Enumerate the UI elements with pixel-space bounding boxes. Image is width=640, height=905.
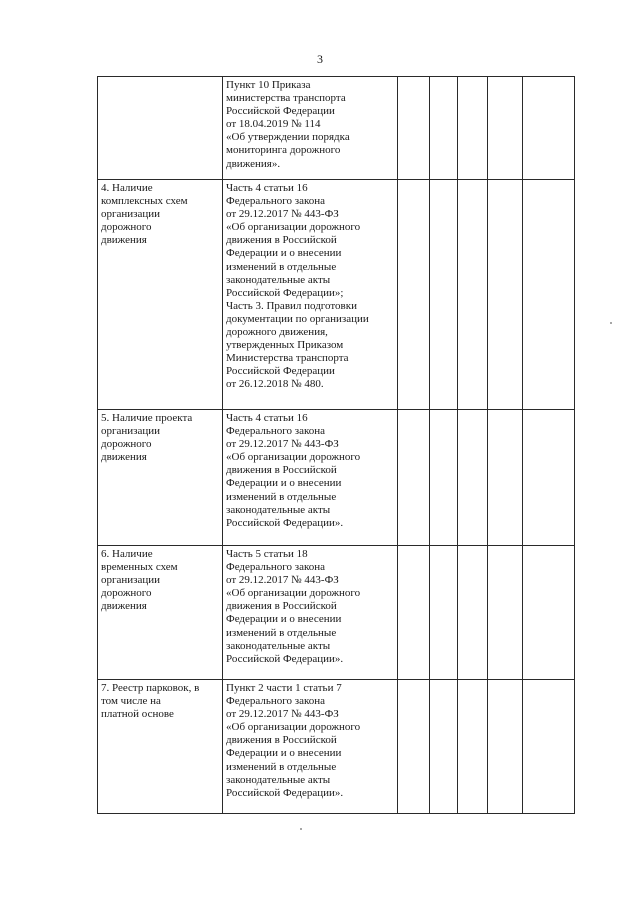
empty-cell bbox=[430, 680, 458, 814]
legal-basis-cell: Часть 5 статьи 18 Федерального закона от 29.12.2017 № 443-ФЗ «Об организации дорожного движения в Российской Федерации и о внесении изменений в отдельные законодательные акты Российской Федерации». bbox=[223, 546, 398, 680]
legal-basis-cell: Часть 4 статьи 16 Федерального закона от 29.12.2017 № 443-ФЗ «Об организации дорожного движения в Российской Федерации и о внесении изменений в отдельные законодательные акты Российской Федерации». bbox=[223, 410, 398, 546]
empty-cell bbox=[430, 77, 458, 180]
empty-cell bbox=[523, 410, 575, 546]
empty-cell bbox=[458, 410, 488, 546]
requirement-cell: 4. Наличие комплексных схем организации дорожного движения bbox=[98, 180, 223, 410]
empty-cell bbox=[488, 180, 523, 410]
empty-cell bbox=[488, 77, 523, 180]
requirement-cell: 6. Наличие временных схем организации дорожного движения bbox=[98, 546, 223, 680]
empty-cell bbox=[523, 680, 575, 814]
empty-cell bbox=[398, 546, 430, 680]
empty-cell bbox=[488, 410, 523, 546]
requirement-cell: 5. Наличие проекта организации дорожного движения bbox=[98, 410, 223, 546]
empty-cell bbox=[430, 180, 458, 410]
empty-cell bbox=[398, 77, 430, 180]
legal-basis-cell: Часть 4 статьи 16 Федерального закона от 29.12.2017 № 443-ФЗ «Об организации дорожного движения в Российской Федерации и о внесении изменений в отдельные законодательные акты Российской Федерации»; Часть 3. Правил подготовки документации по организации дорожного движения, утвержденных Приказом Министерства транспорта Российской Федерации от 26.12.2018 № 480. bbox=[223, 180, 398, 410]
empty-cell bbox=[398, 680, 430, 814]
table-row bbox=[98, 680, 575, 814]
table-row bbox=[98, 77, 575, 180]
requirements-table bbox=[97, 76, 575, 814]
empty-cell bbox=[488, 680, 523, 814]
empty-cell bbox=[430, 410, 458, 546]
table-row bbox=[98, 410, 575, 546]
empty-cell bbox=[458, 546, 488, 680]
empty-cell bbox=[458, 680, 488, 814]
empty-cell bbox=[523, 77, 575, 180]
empty-cell bbox=[488, 546, 523, 680]
requirement-cell: 7. Реестр парковок, в том числе на платной основе bbox=[98, 680, 223, 814]
page-number: 3 bbox=[317, 52, 323, 66]
empty-cell bbox=[398, 410, 430, 546]
empty-cell bbox=[430, 546, 458, 680]
scan-speck bbox=[300, 828, 302, 830]
legal-basis-cell: Пункт 2 части 1 статьи 7 Федерального закона от 29.12.2017 № 443-ФЗ «Об организации дорожного движения в Российской Федерации и о внесении изменений в отдельные законодательные акты Российской Федерации». bbox=[223, 680, 398, 814]
empty-cell bbox=[523, 546, 575, 680]
requirement-cell bbox=[98, 77, 223, 180]
table-row bbox=[98, 180, 575, 410]
table-row bbox=[98, 546, 575, 680]
scan-speck bbox=[610, 322, 612, 324]
empty-cell bbox=[398, 180, 430, 410]
legal-basis-cell: Пункт 10 Приказа министерства транспорта Российской Федерации от 18.04.2019 № 114 «Об утверждении порядка мониторинга дорожного движения». bbox=[223, 77, 398, 180]
empty-cell bbox=[458, 180, 488, 410]
empty-cell bbox=[458, 77, 488, 180]
empty-cell bbox=[523, 180, 575, 410]
